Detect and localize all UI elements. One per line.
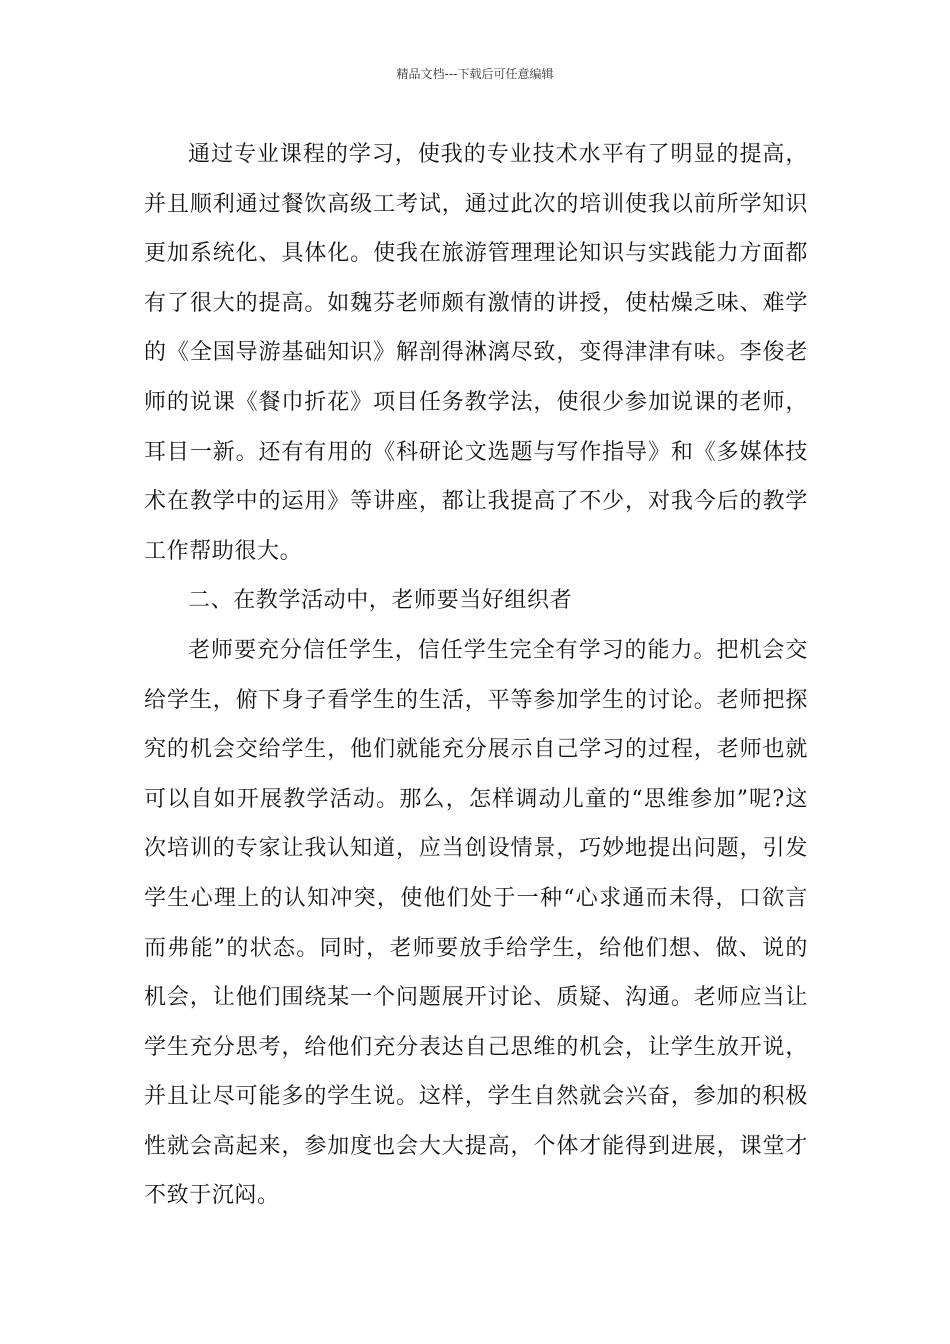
body-paragraph: 老师要充分信任学生，信任学生完全有学习的能力。把机会交给学生，俯下身子看学生的生活，平等参加学生的讨论。老师把探究的机会交给学生，他们就能充分展示自己学习的过程，老师也就可以自如开展教学活动。那么，怎样调动儿童的“思维参加”呢?这次培训的专家让我认知道，应当创设情景，巧妙地提出问题，引发学生心理上的认知冲突，使他们处于一种“心求通而未得，口欲言而弗能”的状态。同时，老师要放手给学生，给他们想、做、说的机会，让他们围绕某一个问题展开讨论、质疑、沟通。老师应当让学生充分思考，给他们充分表达自己思维的机会，让学生放开说，并且让尽可能多的学生说。这样，学生自然就会兴奋，参加的积极性就会高起来，参加度也会大大提高，个体才能得到进展，课堂才不致于沉闷。 [144,637,808,1209]
section-heading: 二、在教学活动中，老师要当好组织者 [188,588,573,614]
document-body [144,130,808,1221]
page-header: 精品文档---下载后可任意编辑 [396,67,554,81]
body-paragraph: 通过专业课程的学习，使我的专业技术水平有了明显的提高，并且顺利通过餐饮高级工考试，通过此次的培训使我以前所学知识更加系统化、具体化。使我在旅游管理理论知识与实践能力方面都有了很大的提高。如魏芬老师颇有激情的讲授，使枯燥乏味、难学的《全国导游基础知识》解剖得淋漓尽致，变得津津有味。李俊老师的说课《餐巾折花》项目任务教学法，使很少参加说课的老师，耳目一新。还有有用的《科研论文选题与写作指导》和《多媒体技术在教学中的运用》等讲座，都让我提高了不少，对我今后的教学工作帮助很大。 [144,142,808,564]
